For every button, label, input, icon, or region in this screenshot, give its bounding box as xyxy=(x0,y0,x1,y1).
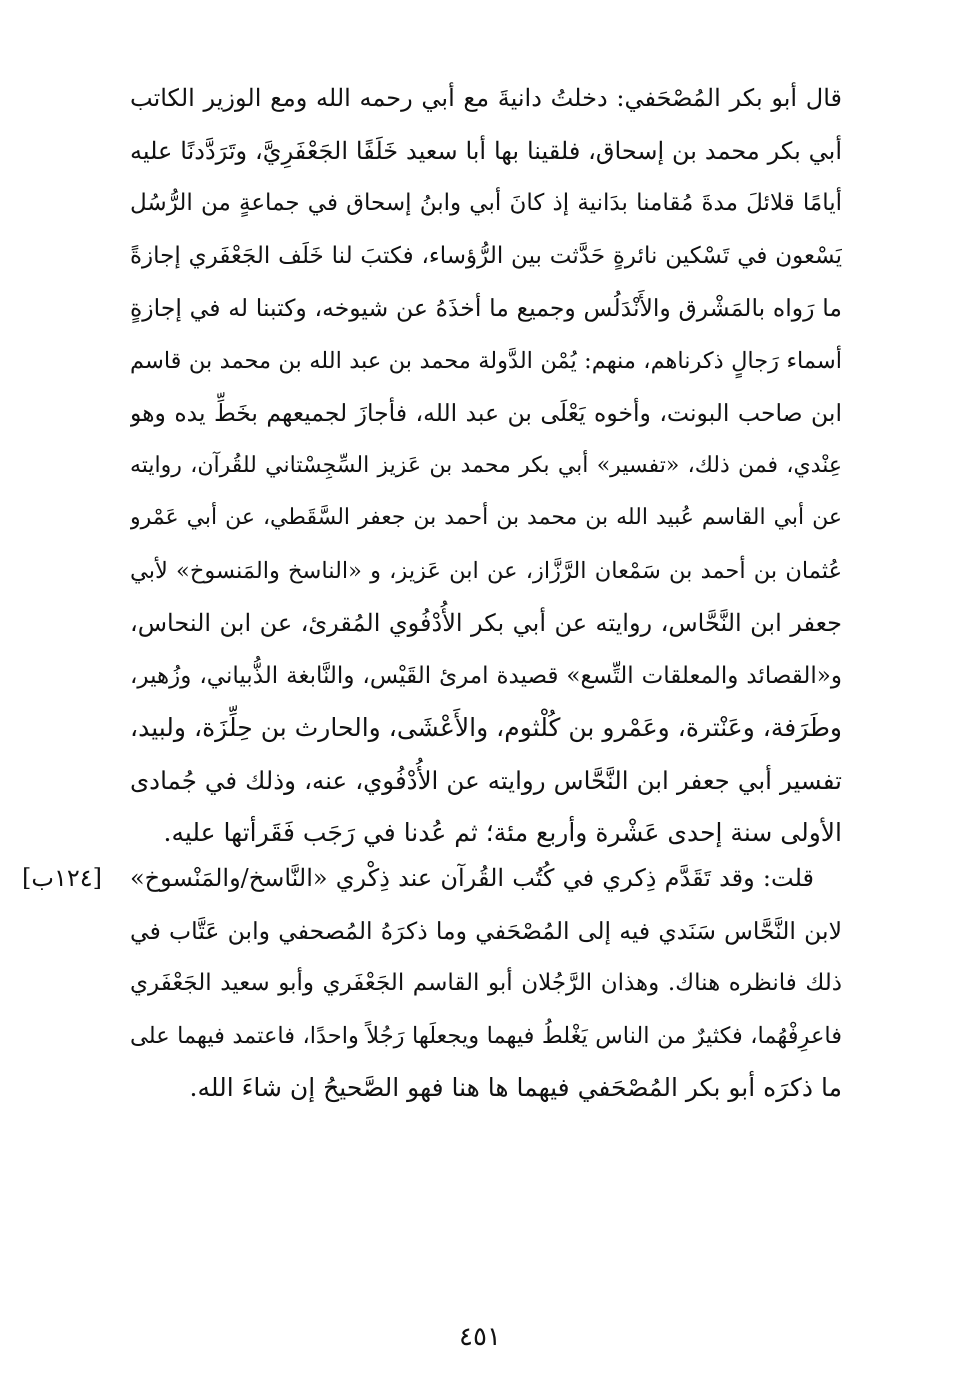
text-line: ما رَواه بالمَشْرق والأَنْدَلُس وجميع ما أخذَهُ عن شيوخه، وكتبنا له في إجازةٍ xyxy=(130,294,842,322)
text-line: عِنْدي، فمن ذلك، «تفسير» أبي بكر محمد بن عَزيز السِّجِسْتاني للقُرآن، روايته xyxy=(130,452,842,478)
text-line: أيامًا قلائلَ مدةَ مُقامنا بدَانية إذ كانَ أبي وابنُ إسحاق في جماعةٍ من الرُّسُل xyxy=(130,190,842,216)
text-line: و«القصائد والمعلقات التِّسع» قصيدة امرئ القَيْس، والنَّابغة الذُّبياني، وزُهير، xyxy=(130,662,842,689)
manuscript-folio-marker: [١٢٤ب] xyxy=(22,864,103,892)
text-line: قلت: وقد تَقَدَّم ذِكري في كُتُب القُرآن عند ذِكْري «النَّاسخ/والمَنْسوخ» xyxy=(130,864,814,892)
text-line: يَسْعون في تَسْكين نائرةٍ حَدَّثت بين الرُّؤساء، فكتبَ لنا خَلَف الجَعْفَري إجازةً xyxy=(130,242,842,269)
text-line: فاعرِفْهُما، فكثيرٌ من الناس يَغْلطُ فيهما ويجعلَها رَجُلاً واحدًا، فاعتمد فيهما على xyxy=(130,1022,842,1049)
paragraph-1 xyxy=(130,72,842,860)
paragraph-2 xyxy=(130,852,842,1115)
text-line: لابن النَّحَّاس سَنَدي فيه إلى المُصْحَفي وما ذكرَهُ المُصحفي وابن عَتَّاب في xyxy=(130,916,842,945)
text-line: أبي بكر محمد بن إسحاق، فلقينا بها أبا سعيد خَلَفًا الجَعْفَرِيَّ، وتَرَدَّدنًا عليه xyxy=(130,136,842,165)
page-number: ٤٥١ xyxy=(459,1322,501,1352)
text-line: الأولى سنة إحدى عَشْرة وأربع مئة؛ ثم عُدنا في رَجَب فَقَرأتها عليه. xyxy=(163,818,842,847)
text-line: جعفر ابن النَّحَّاس، روايته عن أبي بكر الأُدْفُوي المُقرئ، عن ابن النحاس، xyxy=(130,609,842,637)
text-line: عُثمان بن أحمد بن سَمْعان الرَّزَّاز، عن ابن عَزيز، و «الناسخ والمَنسوخ» لأبي xyxy=(130,557,842,584)
text-line: أسماء رَجالٍ ذكرناهم، منهم: يُمْن الدَّولة محمد بن عبد الله بن محمد بن قاسم xyxy=(130,347,842,374)
text-line: ذلك فانظره هناك. وهذان الرَّجُلان أبو القاسم الجَعْفَري وأبو سعيد الجَعْفَري xyxy=(130,970,842,996)
text-line: قال أبو بكر المُصْحَفي: دخلتُ دانيةَ مع أبي رحمه الله ومع الوزير الكاتب xyxy=(130,84,842,112)
text-line: تفسير أبي جعفر ابن النَّحَّاس روايته عن الأُدْفُوي، عنه، وذلك في جُمادى xyxy=(130,765,842,795)
text-line: وطَرَفة، وعَنْترة، وعَمْرو بن كُلْثوم، والأَعْشَى، والحارث بن حِلِّزَة، ولبيد، xyxy=(130,713,842,742)
text-line: ما ذكرَه أبو بكر المُصْحَفي فيهما ها هنا فهو الصَّحيحُ إن شاءَ الله. xyxy=(189,1073,842,1102)
text-line: عن أبي القاسم عُبيد الله بن محمد بن أحمد بن جعفر السَّقَطي، عن أبي عَمْرو xyxy=(130,505,842,530)
text-line: ابن صاحب البونت، وأخوه يَعْلَى بن عبد الله، فأجازَ لجميعهم بخَطِّ يده وهو xyxy=(130,399,842,427)
